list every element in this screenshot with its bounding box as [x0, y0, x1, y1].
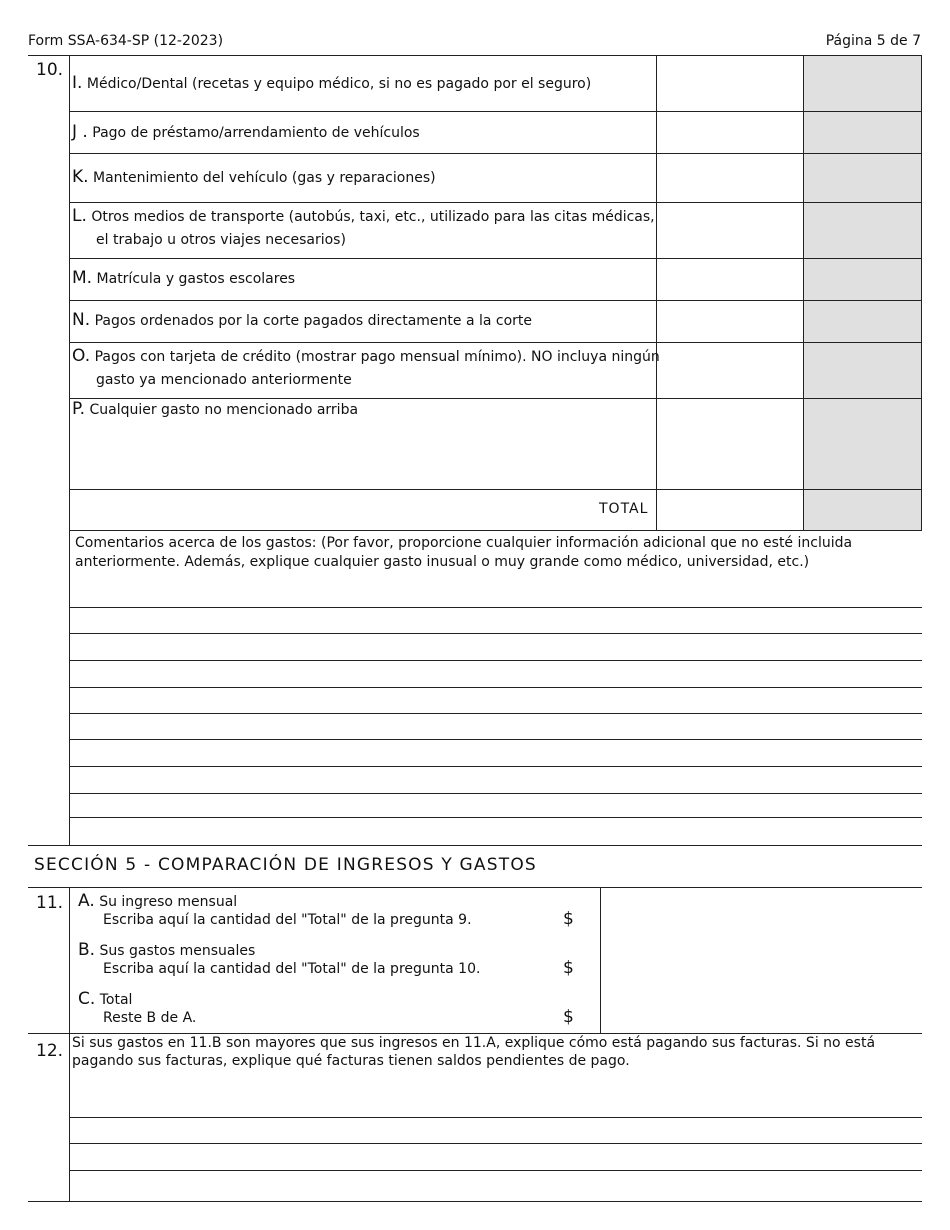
- row-label: Otros medios de transporte (autobús, taxi, etc., utilizado para las citas médicas,: [91, 209, 655, 225]
- item-letter: A.: [78, 891, 95, 911]
- row-label: Matrícula y gastos escolares: [96, 271, 296, 287]
- comments-input-3[interactable]: [72, 635, 922, 661]
- row-letter: O.: [72, 346, 91, 366]
- divider: [69, 55, 70, 845]
- item-instruction: Reste B de A.: [103, 1010, 197, 1026]
- row-divider: [69, 300, 922, 301]
- amount-input-i[interactable]: [660, 58, 804, 110]
- total-label: TOTAL: [599, 501, 649, 517]
- currency-symbol: $: [563, 909, 574, 929]
- item-letter: C.: [78, 989, 96, 1009]
- page-number: Página 5 de 7: [825, 33, 921, 49]
- amount-input-k[interactable]: [660, 156, 804, 201]
- total-amount-input[interactable]: [660, 492, 804, 529]
- currency-symbol: $: [563, 1007, 574, 1027]
- currency-symbol: $: [563, 958, 574, 978]
- amount-input-n[interactable]: [660, 303, 804, 341]
- amount-input-p[interactable]: [660, 401, 804, 488]
- row-letter: K.: [72, 167, 89, 187]
- divider: [28, 55, 922, 56]
- comments-input-8[interactable]: [72, 768, 922, 794]
- section-divider: [28, 845, 922, 846]
- section-title: SECCIÓN 5 - COMPARACIÓN DE INGRESOS Y GASTOS: [34, 855, 537, 875]
- row-letter: L.: [72, 206, 87, 226]
- item-title: Sus gastos mensuales: [99, 943, 256, 959]
- row-label: Médico/Dental (recetas y equipo médico, si no es pagado por el seguro): [86, 76, 592, 92]
- comments-input-2[interactable]: [72, 609, 922, 635]
- comments-input-6[interactable]: [72, 715, 922, 741]
- row-label: Pagos con tarjeta de crédito (mostrar pago mensual mínimo). NO incluya ningún: [94, 349, 660, 365]
- comments-input-4[interactable]: [72, 662, 922, 688]
- comments-prompt-line2: anteriormente. Además, explique cualquier gasto inusual o muy grande como médico, universidad, etc.): [75, 554, 810, 570]
- monthly-expenses-input[interactable]: [604, 946, 922, 984]
- row-divider: [69, 342, 922, 343]
- question-number: 11.: [36, 893, 64, 913]
- row-label: Pago de préstamo/arrendamiento de vehículos: [92, 125, 420, 141]
- row-divider: [69, 258, 922, 259]
- divider: [656, 55, 657, 530]
- comments-input-10[interactable]: [72, 820, 922, 846]
- q12-answer-input-4[interactable]: [72, 1173, 922, 1199]
- item-instruction: Escriba aquí la cantidad del "Total" de la pregunta 10.: [103, 961, 481, 977]
- amount-input-l[interactable]: [660, 205, 804, 257]
- row-label: Cualquier gasto no mencionado arriba: [89, 402, 359, 418]
- answer-line: [69, 1117, 922, 1118]
- total-difference-input[interactable]: [604, 995, 922, 1033]
- amount-input-o[interactable]: [660, 345, 804, 397]
- row-letter: N.: [72, 310, 91, 330]
- row-letter: P.: [72, 399, 86, 419]
- form-id: Form SSA-634-SP (12-2023): [28, 33, 224, 49]
- question-number: 10.: [36, 60, 64, 80]
- row-divider: [69, 111, 922, 112]
- row-letter: I.: [72, 73, 83, 93]
- divider: [921, 55, 922, 530]
- row-divider: [69, 489, 922, 490]
- shaded-column: [804, 56, 921, 530]
- q12-answer-input-1[interactable]: [72, 1091, 922, 1117]
- comments-prompt-line1: Comentarios acerca de los gastos: (Por favor, proporcione cualquier información adicional que no esté incluida: [75, 535, 853, 551]
- comments-input-7[interactable]: [72, 741, 922, 767]
- item-title: Total: [99, 992, 133, 1008]
- row-label: Mantenimiento del vehículo (gas y reparaciones): [93, 170, 436, 186]
- row-label-continued: el trabajo u otros viajes necesarios): [96, 232, 346, 248]
- row-label: Pagos ordenados por la corte pagados directamente a la corte: [94, 313, 533, 329]
- row-label-continued: gasto ya mencionado anteriormente: [96, 372, 352, 388]
- q12-answer-input-2[interactable]: [72, 1119, 922, 1145]
- q12-prompt-line1: Si sus gastos en 11.B son mayores que sus ingresos en 11.A, explique cómo está pagando sus facturas. Si no está: [72, 1035, 876, 1051]
- monthly-income-input[interactable]: [604, 897, 922, 935]
- section-divider: [28, 1201, 922, 1202]
- amount-input-j[interactable]: [660, 114, 804, 152]
- item-instruction: Escriba aquí la cantidad del "Total" de la pregunta 9.: [103, 912, 472, 928]
- row-letter: M.: [72, 268, 93, 288]
- q12-prompt-line2: pagando sus facturas, explique qué facturas tienen saldos pendientes de pago.: [72, 1053, 630, 1069]
- comments-input-5[interactable]: [72, 689, 922, 715]
- row-letter: J .: [72, 122, 88, 142]
- comments-input-9[interactable]: [72, 795, 922, 821]
- q12-answer-input-3[interactable]: [72, 1145, 922, 1171]
- row-divider: [69, 153, 922, 154]
- row-divider: [69, 202, 922, 203]
- item-title: Su ingreso mensual: [99, 894, 238, 910]
- section-divider: [28, 887, 922, 888]
- question-number: 12.: [36, 1041, 64, 1061]
- item-letter: B.: [78, 940, 96, 960]
- amount-input-m[interactable]: [660, 261, 804, 299]
- divider: [600, 887, 601, 1033]
- divider: [69, 887, 70, 1201]
- comments-input-1[interactable]: [72, 582, 922, 608]
